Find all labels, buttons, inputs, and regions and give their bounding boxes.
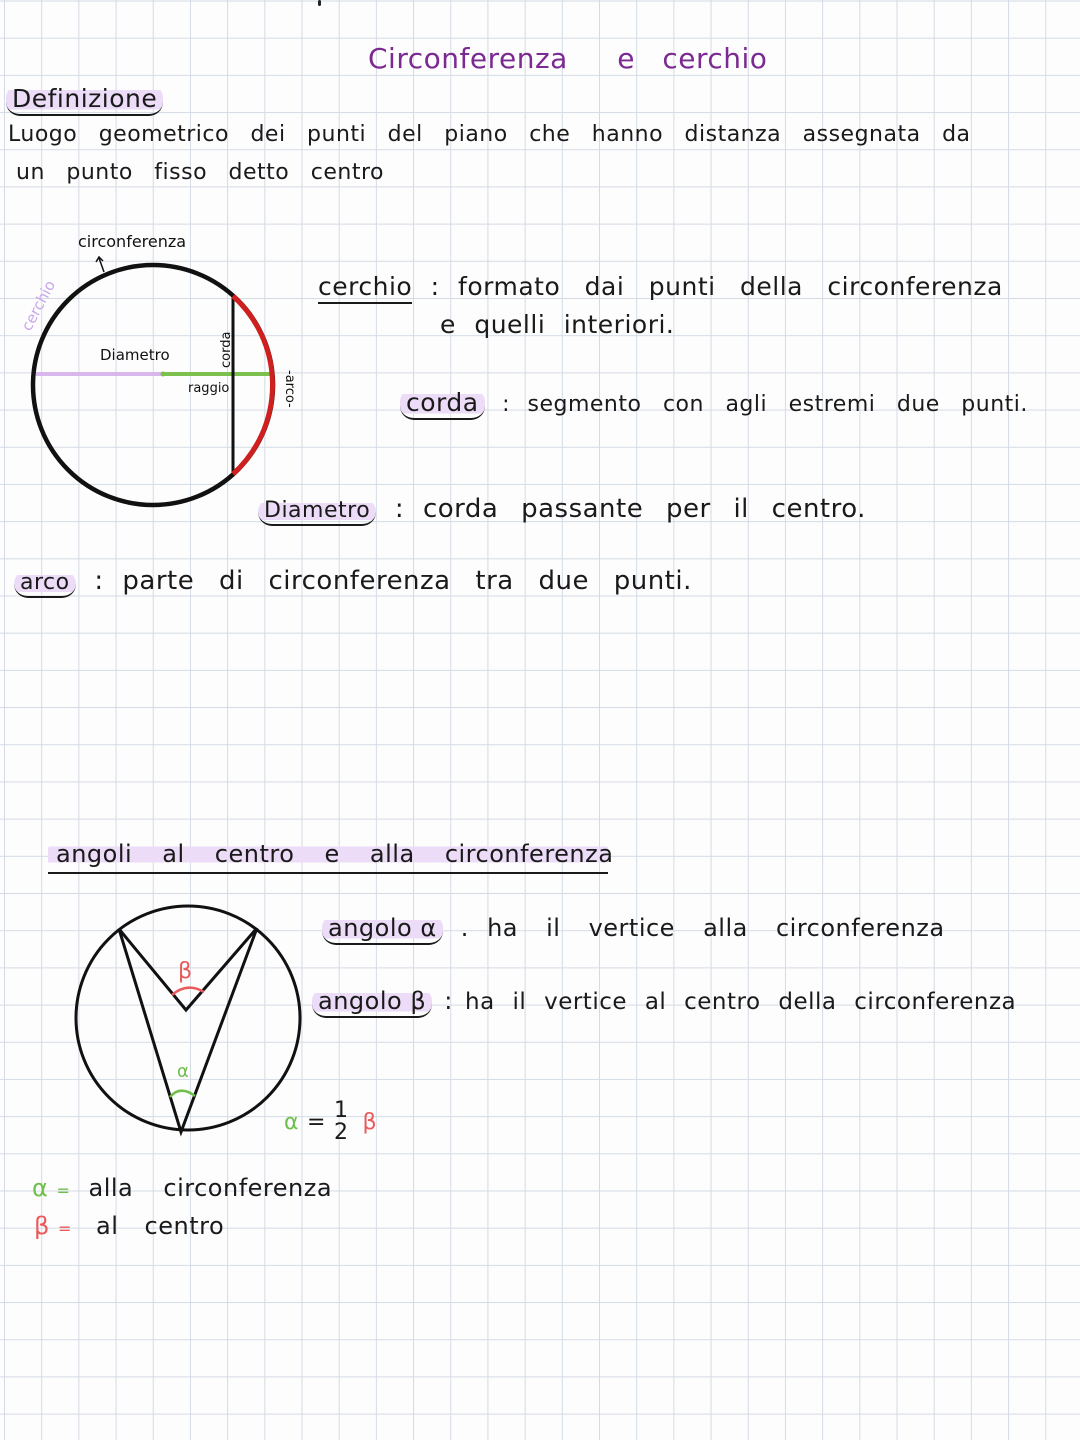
angles-circle: [76, 906, 300, 1130]
label-diametro: Diametro: [100, 346, 170, 364]
term-angolo-alpha: angolo α: [322, 914, 443, 945]
angle-legend-beta: β = al centro: [34, 1212, 225, 1240]
label-corda: corda: [219, 331, 234, 368]
term-arco-def: parte di circonferenza tra due punti.: [122, 566, 692, 596]
angolo-beta-row: angolo β : ha il vertice al centro della circonferenza: [312, 987, 1016, 1015]
angolo-alpha-def: ha il vertice alla circonferenza: [487, 914, 945, 942]
stray-mark: [318, 0, 321, 6]
definition-line-2: un punto fisso detto centro: [16, 160, 384, 185]
label-circonferenza: circonferenza: [78, 232, 187, 251]
term-cerchio-row: cerchio : formato dai punti della circonferenza: [318, 272, 1003, 301]
page-title: [368, 42, 767, 75]
term-arco: arco: [14, 570, 76, 598]
term-diametro-row: Diametro : corda passante per il centro.: [258, 494, 866, 524]
term-angolo-beta: angolo β: [312, 987, 432, 1018]
term-corda-row: corda : segmento con agli estremi due punti.: [400, 388, 1028, 417]
angolo-alpha-row: angolo α . ha il vertice alla circonferenza: [322, 914, 945, 942]
circle-parts-diagram: [0, 220, 320, 520]
formula-equals: =: [307, 1109, 326, 1135]
angolo-beta-def: ha il vertice al centro della circonferenza: [465, 989, 1017, 1015]
term-diametro: Diametro: [258, 498, 376, 526]
alpha-arc: [170, 1091, 195, 1097]
angle-formula: [284, 1100, 377, 1144]
legend-alpha-text: alla circonferenza: [88, 1174, 333, 1202]
alpha-label: α: [177, 1061, 189, 1082]
term-cerchio-def: formato dai punti della circonferenza: [458, 272, 1003, 301]
title-e: e: [617, 42, 635, 75]
legend-alpha-symbol: α: [32, 1174, 49, 1202]
term-corda: corda: [400, 388, 485, 420]
label-cerchio: cerchio: [17, 277, 60, 334]
definition-heading: Definizione: [6, 84, 163, 113]
term-cerchio-def-line-2: e quelli interiori.: [440, 310, 675, 339]
title-cerchio: cerchio: [662, 42, 768, 75]
title-circonferenza: Circonferenza: [368, 42, 568, 75]
term-diametro-def: corda passante per il centro.: [422, 494, 866, 524]
term-cerchio: cerchio: [318, 272, 412, 304]
label-raggio: raggio: [188, 381, 230, 396]
angle-legend-alpha: α = alla circonferenza: [32, 1174, 333, 1202]
formula-alpha: α: [284, 1109, 300, 1135]
formula-fraction: 1 2: [333, 1098, 349, 1145]
label-arco: -arco-: [282, 370, 297, 408]
arc-red: [233, 296, 273, 474]
formula-beta: β: [362, 1109, 377, 1135]
term-corda-def: segmento con agli estremi due punti.: [527, 392, 1028, 417]
legend-beta-symbol: β: [34, 1212, 50, 1240]
angles-heading: angoli al centro e alla circonferenza: [48, 840, 608, 874]
term-arco-row: arco : parte di circonferenza tra due punti.: [14, 566, 692, 596]
center-point: [161, 372, 166, 377]
definition-line-1: Luogo geometrico dei punti del piano che hanno distanza assegnata da: [8, 122, 971, 147]
beta-label: β: [178, 959, 193, 984]
legend-beta-text: al centro: [96, 1212, 225, 1240]
